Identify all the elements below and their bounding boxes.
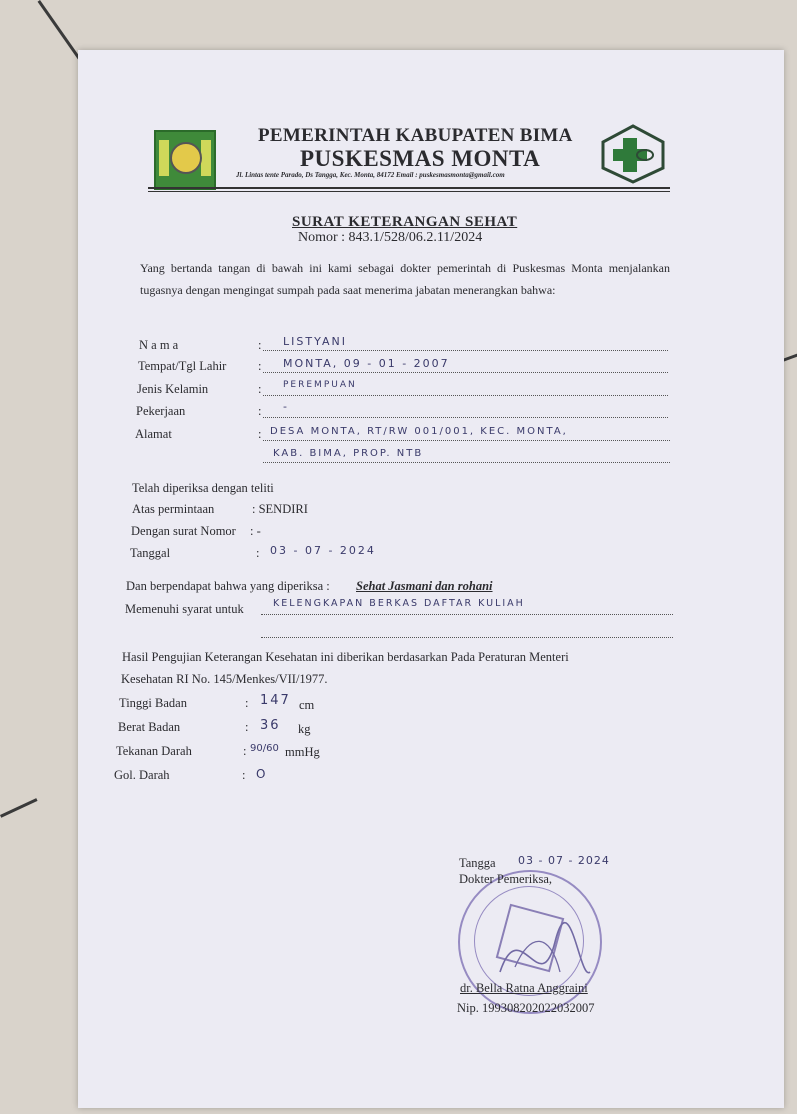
berat-unit: kg xyxy=(298,722,311,736)
colon: : xyxy=(258,382,262,396)
nama-label: N a m a xyxy=(139,338,179,352)
pekerjaan-dotted-line xyxy=(263,417,668,418)
tinggi-label: Tinggi Badan xyxy=(119,696,187,710)
berat-label: Berat Badan xyxy=(118,720,181,734)
ttl-dotted-line xyxy=(263,372,668,373)
puskesmas-logo xyxy=(599,124,667,184)
ttl-label: Tempat/Tgl Lahir xyxy=(138,359,227,373)
colon: : xyxy=(242,768,246,782)
pekerjaan-value: - xyxy=(283,400,289,413)
header-rule xyxy=(148,187,670,189)
document-paper xyxy=(78,50,784,1108)
tekanan-label: Tekanan Darah xyxy=(116,744,192,758)
alamat-value-line2: KAB. BIMA, PROP. NTB xyxy=(273,448,424,459)
doctor-name: dr. Bella Ratna Anggraini xyxy=(460,981,588,995)
ttl-value: MONTA, 09 - 01 - 2007 xyxy=(283,357,450,370)
nama-dotted-line xyxy=(263,350,668,351)
gol-label: Gol. Darah xyxy=(114,768,170,782)
atas-label: Atas permintaan xyxy=(132,502,215,516)
colon: : xyxy=(258,427,262,441)
alamat-dotted-line xyxy=(263,462,670,463)
kabupaten-bima-logo xyxy=(154,130,216,190)
exam-heading: Telah diperiksa dengan teliti xyxy=(132,481,274,495)
syarat-label: Memenuhi syarat untuk xyxy=(125,602,244,616)
tekanan-value: 90/60 xyxy=(250,743,279,754)
opinion-text: Dan berpendapat bahwa yang diperiksa : xyxy=(126,579,330,593)
tanggal-label: Tanggal xyxy=(130,546,171,560)
tinggi-value: 147 xyxy=(260,693,291,708)
doctor-nip: Nip. 199308202022032007 xyxy=(457,1001,595,1015)
colon: : xyxy=(258,359,262,373)
sign-date-prefix: Tangga xyxy=(459,856,496,870)
hasil-text2: Kesehatan RI No. 145/Menkes/VII/1977. xyxy=(121,672,328,686)
tanggal-value: 03 - 07 - 2024 xyxy=(270,544,376,557)
document-number: Nomor : 843.1/528/06.2.11/2024 xyxy=(298,230,483,245)
alamat-value-line1: DESA MONTA, RT/RW 001/001, KEC. MONTA, xyxy=(270,426,568,437)
sign-role: Dokter Pemeriksa, xyxy=(459,872,553,886)
opinion-result: Sehat Jasmani dan rohani xyxy=(356,579,493,593)
pekerjaan-label: Pekerjaan xyxy=(136,404,186,418)
syarat-dotted-line xyxy=(261,614,673,615)
tinggi-unit: cm xyxy=(299,698,315,712)
jk-value: PEREMPUAN xyxy=(283,380,357,390)
colon: : xyxy=(243,744,247,758)
colon: : xyxy=(258,338,262,352)
gol-value: O xyxy=(256,767,268,781)
hasil-text1: Hasil Pengujian Keterangan Kesehatan ini diberikan berdasarkan Pada Peraturan Menteri xyxy=(122,650,569,664)
floor-tile-line xyxy=(0,798,38,818)
surat-label: Dengan surat Nomor xyxy=(131,524,236,538)
berat-value: 36 xyxy=(260,718,281,733)
header-line1: PEMERINTAH KABUPATEN BIMA xyxy=(258,125,573,146)
jk-dotted-line xyxy=(263,395,668,396)
atas-value: : SENDIRI xyxy=(252,502,308,516)
header-rule-thin xyxy=(148,191,670,192)
colon: : xyxy=(256,546,260,560)
colon: : xyxy=(245,720,249,734)
header-line2: PUSKESMAS MONTA xyxy=(300,146,541,171)
header-address: Jl. Lintas tente Parado, Ds Tangga, Kec. Monta, 84172 Email : puskesmasmonta@gmail.com xyxy=(236,171,505,179)
tekanan-unit: mmHg xyxy=(285,745,320,759)
document-title: SURAT KETERANGAN SEHAT xyxy=(292,214,518,230)
nama-value: LISTYANI xyxy=(283,335,347,348)
jk-label: Jenis Kelamin xyxy=(137,382,209,396)
alamat-dotted-line xyxy=(263,440,670,441)
intro-paragraph: Yang bertanda tangan di bawah ini kami sebagai dokter pemerintah di Puskesmas Monta menjalankan tugasnya dengan mengingat sumpah pada saat menerima jabatan menerangkan bahwa: xyxy=(140,261,670,297)
sign-date-value: 03 - 07 - 2024 xyxy=(518,854,610,867)
syarat-dotted-line xyxy=(261,637,673,638)
colon: : xyxy=(245,696,249,710)
colon: : xyxy=(258,404,262,418)
alamat-label: Alamat xyxy=(135,427,172,441)
surat-value: : - xyxy=(250,524,261,538)
syarat-value: KELENGKAPAN BERKAS DAFTAR KULIAH xyxy=(273,598,525,609)
